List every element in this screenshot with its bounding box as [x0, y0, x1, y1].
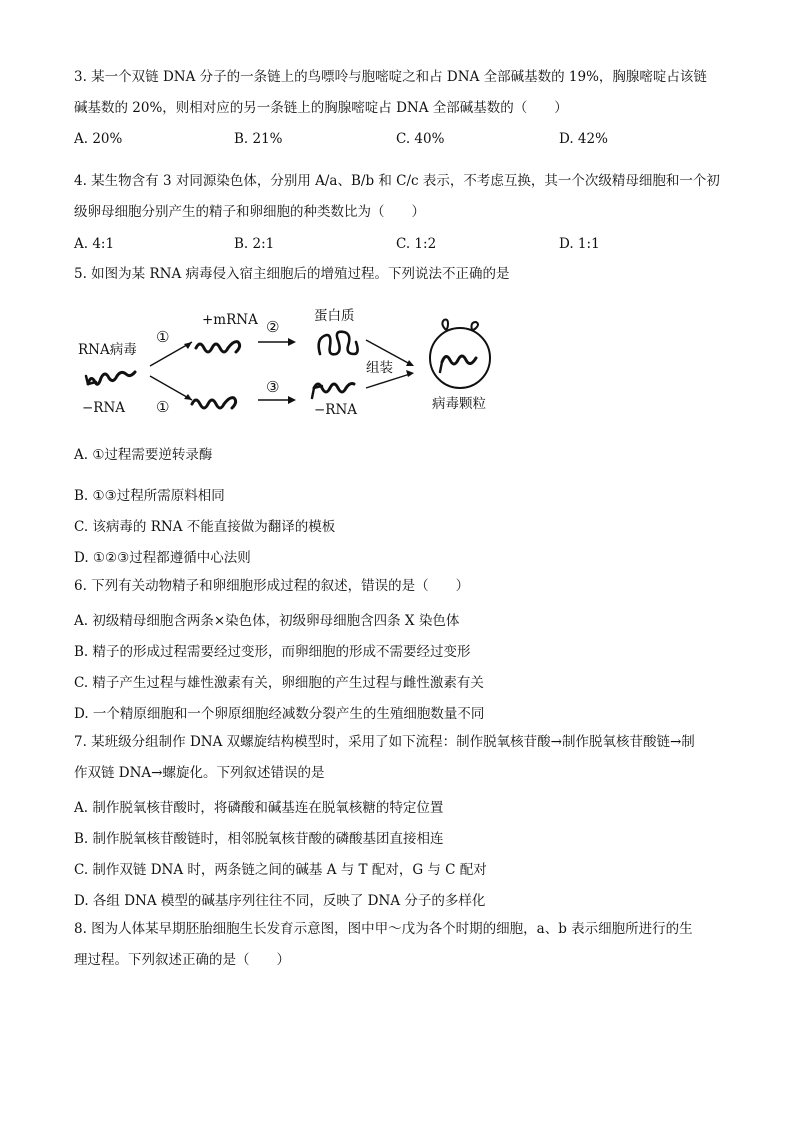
- question-8-line-2: 理过程。下列叙述正确的是（ ）: [74, 952, 290, 968]
- option-a[interactable]: A. 4:1: [74, 236, 115, 252]
- option-c[interactable]: C. 该病毒的 RNA 不能直接做为翻译的模板: [74, 519, 336, 535]
- label-protein: 蛋白质: [314, 308, 355, 324]
- option-d[interactable]: D. ①②③过程都遵循中心法则: [74, 550, 251, 566]
- option-c[interactable]: C. 精子产生过程与雄性激素有关，卵细胞的产生过程与雌性激素有关: [74, 675, 484, 691]
- option-c[interactable]: C. 1:2: [396, 236, 437, 252]
- rna-virus-diagram: [74, 300, 534, 420]
- label-assemble: 组装: [366, 360, 393, 376]
- question-8-line-1: 8. 图为人体某早期胚胎细胞生长发育示意图，图中甲～戊为各个时期的细胞，a、b 表示细胞所进行的生: [74, 921, 693, 937]
- label-rna-virus: RNA病毒: [78, 342, 137, 358]
- arrow-rna-to-assembly: [366, 374, 410, 388]
- question-3-line-2: 碱基数的 20%，则相对应的另一条链上的胸腺嘧啶占 DNA 全部碱基数的（ ）: [74, 100, 568, 116]
- minus-rna-strand-lower: [192, 398, 236, 408]
- step-2: ②: [266, 318, 280, 336]
- arrow-virus-to-minus-rna: [150, 376, 192, 400]
- option-b[interactable]: B. 21%: [234, 131, 283, 147]
- step-3: ③: [266, 378, 280, 396]
- virus-particle-protein-right: [472, 322, 479, 330]
- minus-rna-strand-right: [314, 384, 354, 393]
- option-b[interactable]: B. ①③过程所需原料相同: [74, 488, 225, 504]
- protein-coil: [319, 332, 358, 355]
- question-4-line-2: 级卵母细胞分别产生的精子和卵细胞的种类数比为（ ）: [74, 204, 425, 220]
- question-4-line-1: 4. 某生物含有 3 对同源染色体，分别用 A/a、B/b 和 C/c 表示，不考虑互换，其一个次级精母细胞和一个初: [74, 173, 720, 189]
- option-d[interactable]: D. 一个精原细胞和一个卵原细胞经减数分裂产生的生殖细胞数量不同: [74, 706, 485, 722]
- option-c[interactable]: C. 制作双链 DNA 时，两条链之间的碱基 A 与 T 配对，G 与 C 配对: [74, 862, 487, 878]
- step-1-bottom: ①: [156, 398, 170, 416]
- option-b[interactable]: B. 制作脱氧核苷酸链时，相邻脱氧核苷酸的磷酸基团直接相连: [74, 831, 444, 847]
- question-3-line-1: 3. 某一个双链 DNA 分子的一条链上的鸟嘌呤与胞嘧啶之和占 DNA 全部碱基数的 19%，胸腺嘧啶占该链: [74, 69, 707, 85]
- step-1-top: ①: [156, 328, 170, 346]
- option-c[interactable]: C. 40%: [396, 131, 445, 147]
- label-virus-particle: 病毒颗粒: [432, 396, 486, 412]
- option-d[interactable]: D. 42%: [559, 131, 608, 147]
- mrna-strand: [196, 342, 240, 352]
- question-5-line-1: 5. 如图为某 RNA 病毒侵入宿主细胞后的增殖过程。下列说法不正确的是: [74, 266, 510, 282]
- option-b[interactable]: B. 2:1: [234, 236, 275, 252]
- question-7-line-1: 7. 某班级分组制作 DNA 双螺旋结构模型时，采用了如下流程：制作脱氧核苷酸→制作脱氧核苷酸链→制: [74, 734, 695, 750]
- option-a[interactable]: A. ①过程需要逆转录酶: [74, 447, 213, 463]
- option-a[interactable]: A. 20%: [74, 131, 123, 147]
- question-3-options: [74, 131, 724, 151]
- label-minus-rna-left: −RNA: [82, 400, 126, 416]
- question-7-line-2: 作双链 DNA→螺旋化。下列叙述错误的是: [74, 765, 325, 781]
- question-4-options: [74, 236, 724, 256]
- option-a[interactable]: A. 初级精母细胞含两条×染色体，初级卵母细胞含四条 X 染色体: [74, 613, 460, 629]
- option-d[interactable]: D. 各组 DNA 模型的碱基序列往往不同，反映了 DNA 分子的多样化: [74, 893, 486, 909]
- question-6-line-1: 6. 下列有关动物精子和卵细胞形成过程的叙述，错误的是（ ）: [74, 578, 470, 594]
- label-plus-mrna: +mRNA: [202, 312, 258, 328]
- virus-particle-protein-left: [442, 320, 448, 331]
- option-b[interactable]: B. 精子的形成过程需要经过变形，而卵细胞的形成不需要经过变形: [74, 644, 471, 660]
- label-minus-rna-right: −RNA: [314, 402, 358, 418]
- option-a[interactable]: A. 制作脱氧核苷酸时，将磷酸和碱基连在脱氧核糖的特定位置: [74, 800, 444, 816]
- virus-particle-rna: [442, 356, 476, 364]
- option-d[interactable]: D. 1:1: [559, 236, 600, 252]
